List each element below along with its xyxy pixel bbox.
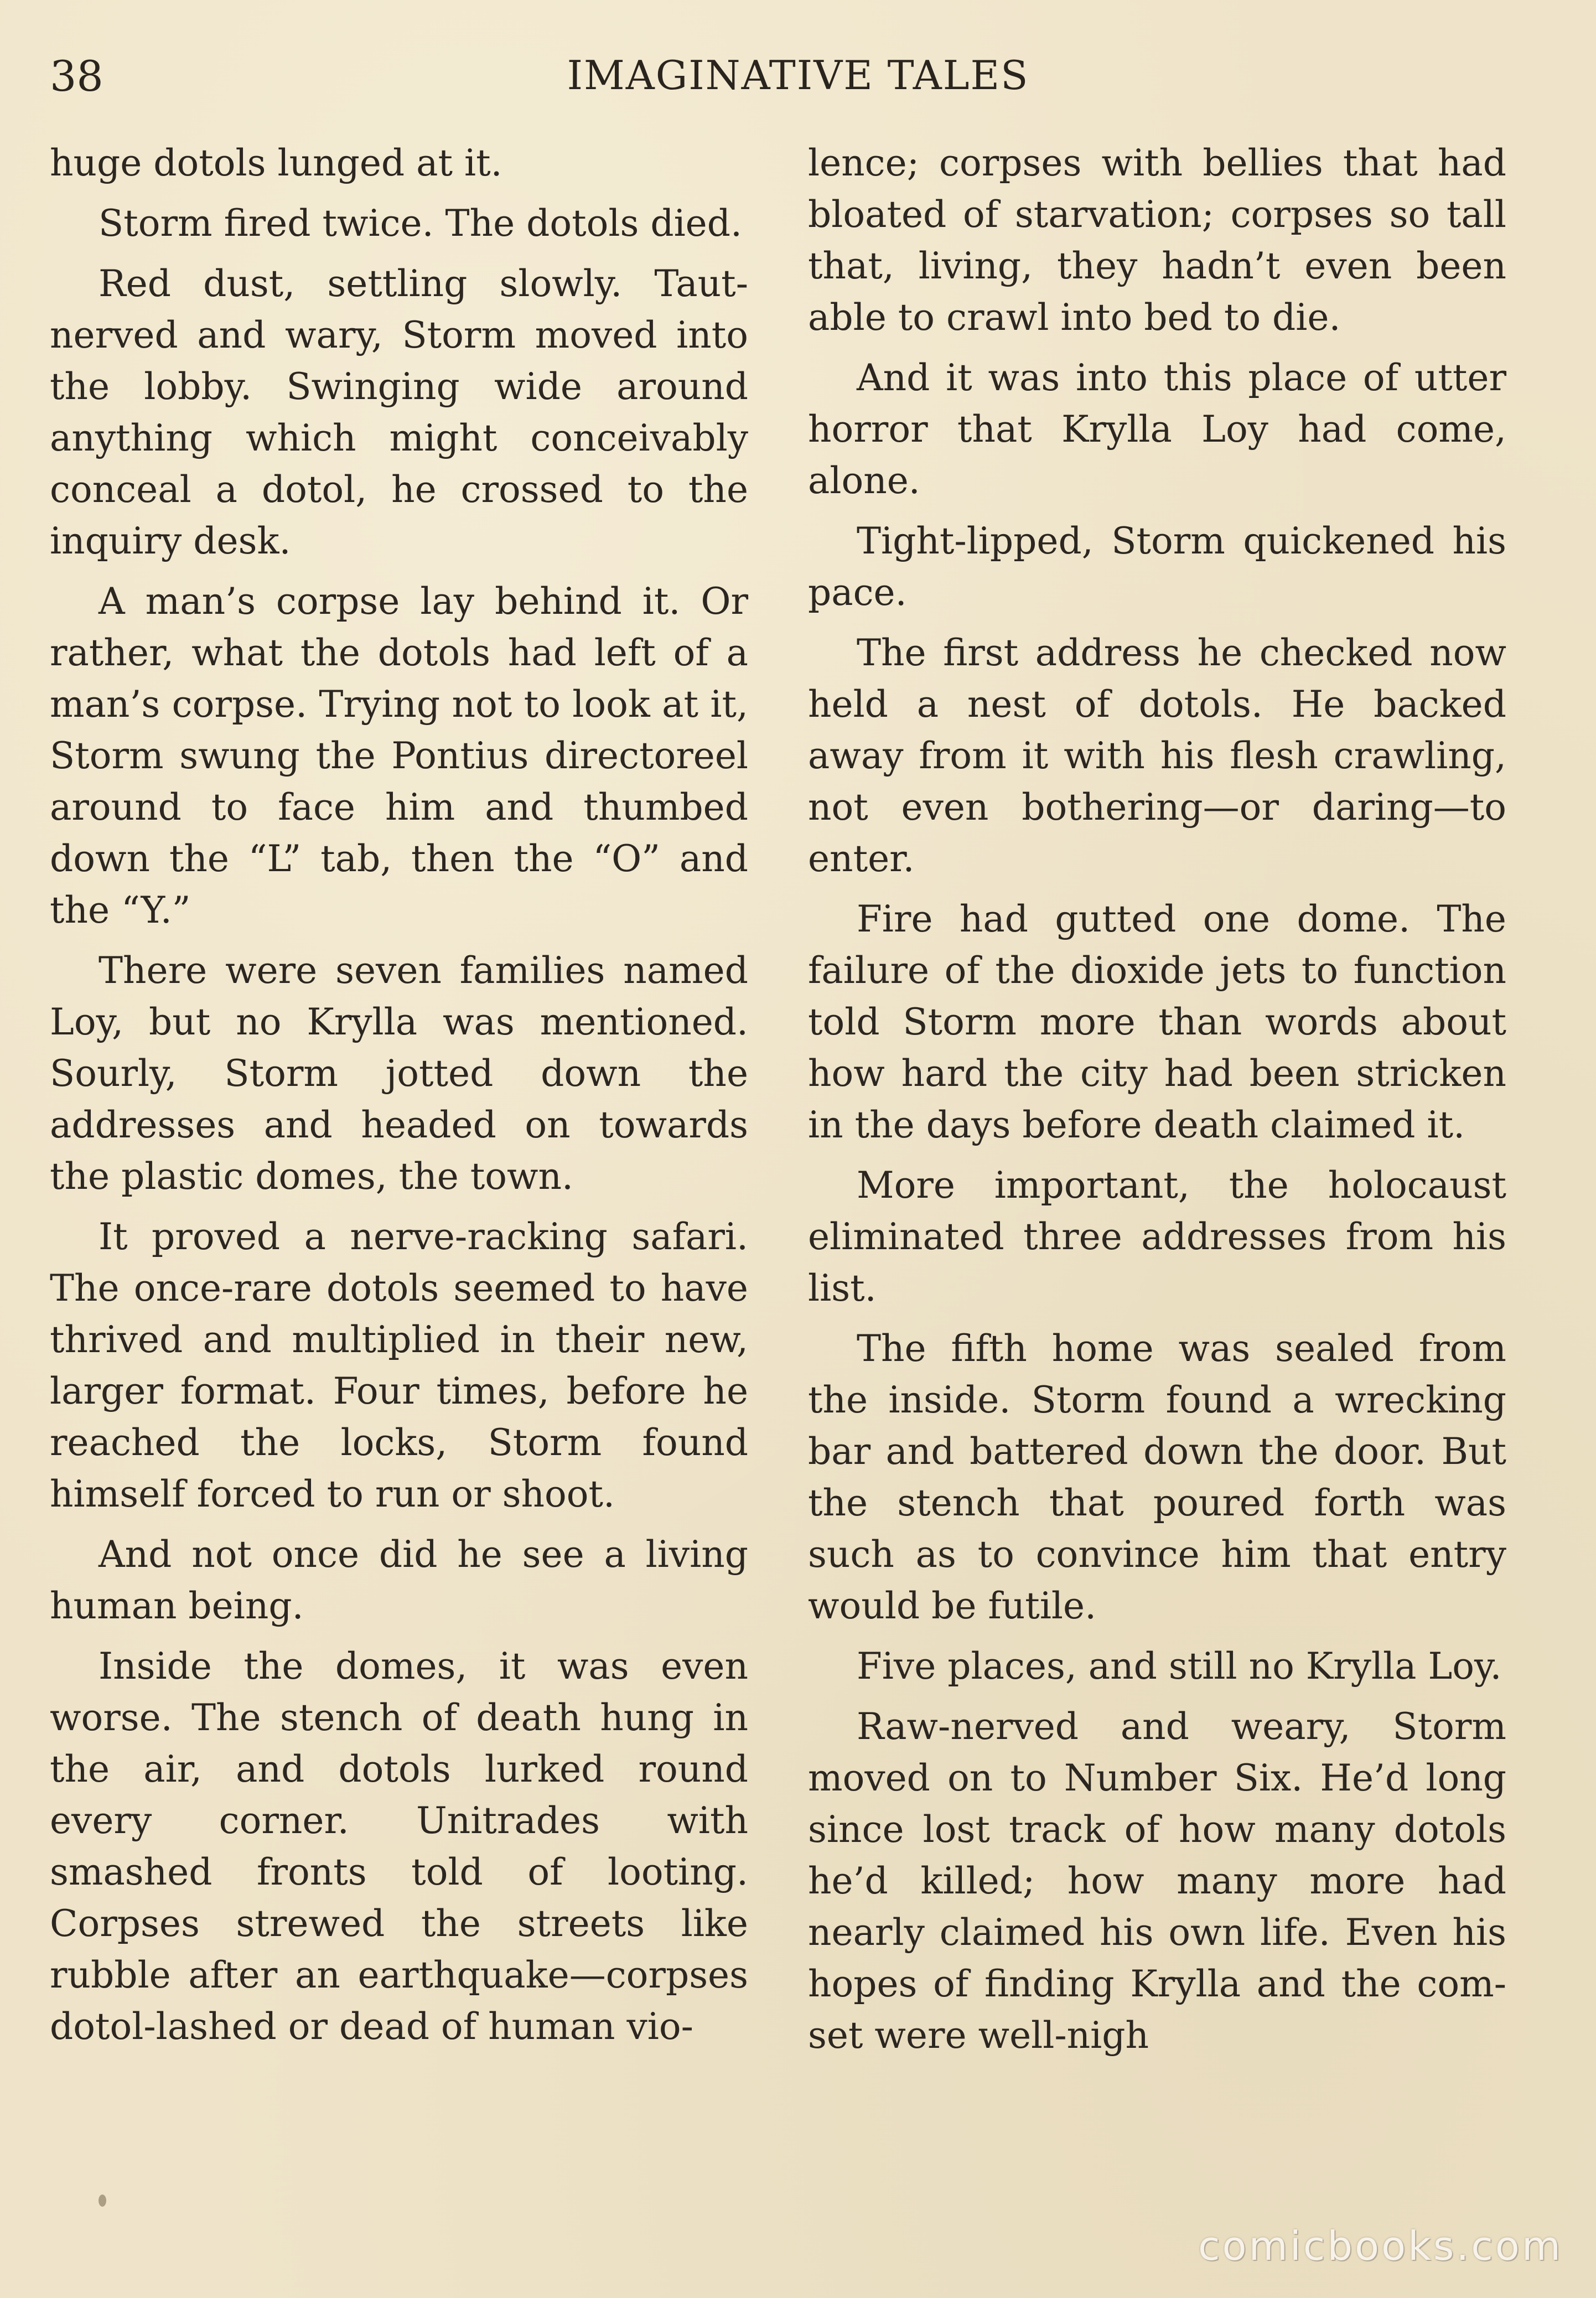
- left-paragraph-7: And not once did he see a living human being.: [50, 1533, 748, 1627]
- right-paragraph-8: Five places, and still no Krylla Loy.: [857, 1645, 1502, 1688]
- left-column: [50, 137, 748, 2061]
- ink-speck: [99, 2195, 106, 2207]
- right-paragraph-9: Raw-nerved and weary, Storm moved on to Number Six. He’d long since lost track of how many dotols he’d killed; how many more had nearly claimed his own life. Even his hopes of finding Krylla and the com-set were well-nigh: [808, 1705, 1506, 2057]
- left-paragraph-1: huge dotols lunged at it.: [50, 142, 502, 184]
- right-paragraph-3: Tight-lipped, Storm quickened his pace.: [808, 520, 1506, 614]
- right-paragraph-1: lence; corpses with bellies that had bloated of starvation; corpses so tall that, living, they hadn’t even been able to crawl into bed to die.: [808, 142, 1506, 339]
- right-paragraph-4: The first address he checked now held a nest of dotols. He backed away from it with his flesh crawling, not even bothering—or daring—to enter.: [808, 632, 1506, 880]
- left-paragraph-5: There were seven families named Loy, but no Krylla was mentioned. Sourly, Storm jotted down the addresses and headed on towards the plastic domes, the town.: [50, 949, 748, 1198]
- left-paragraph-2: Storm fired twice. The dotols died.: [99, 202, 742, 245]
- right-paragraph-7: The fifth home was sealed from the inside. Storm found a wrecking bar and battered down the door. But the stench that poured forth was such as to convince him that entry would be futile.: [808, 1327, 1506, 1627]
- watermark: comicbooks.com: [1198, 2223, 1563, 2269]
- right-paragraph-2: And it was into this place of utter horror that Krylla Loy had come, alone.: [808, 356, 1506, 502]
- left-paragraph-6: It proved a nerve-racking safari. The once-rare dotols seemed to have thrived and multiplied in their new, larger format. Four times, before he reached the locks, Storm found himself forced to run or shoot.: [50, 1215, 748, 1515]
- page-number: 38: [50, 51, 103, 101]
- left-paragraph-8: Inside the domes, it was even worse. The stench of death hung in the air, and dotols lurked round every corner. Unitrades with smashed fronts told of looting. Corpses strewed the streets like rubble after an earthquake—corpses dotol-lashed or dead of human vio-: [50, 1645, 748, 2048]
- right-paragraph-5: Fire had gutted one dome. The failure of the dioxide jets to function told Storm more than words about how hard the city had been stricken in the days before death claimed it.: [808, 898, 1506, 1146]
- left-paragraph-4: A man’s corpse lay behind it. Or rather, what the dotols had left of a man’s corpse. Trying not to look at it, Storm swung the Pontius directoreel around to face him and thumbed down the “L” tab, then the “O” and the “Y.”: [50, 580, 748, 931]
- right-column: [808, 137, 1506, 2070]
- right-paragraph-6: More important, the holocaust eliminated three addresses from his list.: [808, 1164, 1506, 1310]
- left-paragraph-3: Red dust, settling slowly. Taut-nerved and wary, Storm moved into the lobby. Swinging wide around anything which might conceivably conceal a dotol, he crossed to the inquiry desk.: [50, 262, 748, 562]
- running-title: IMAGINATIVE TALES: [567, 52, 1029, 99]
